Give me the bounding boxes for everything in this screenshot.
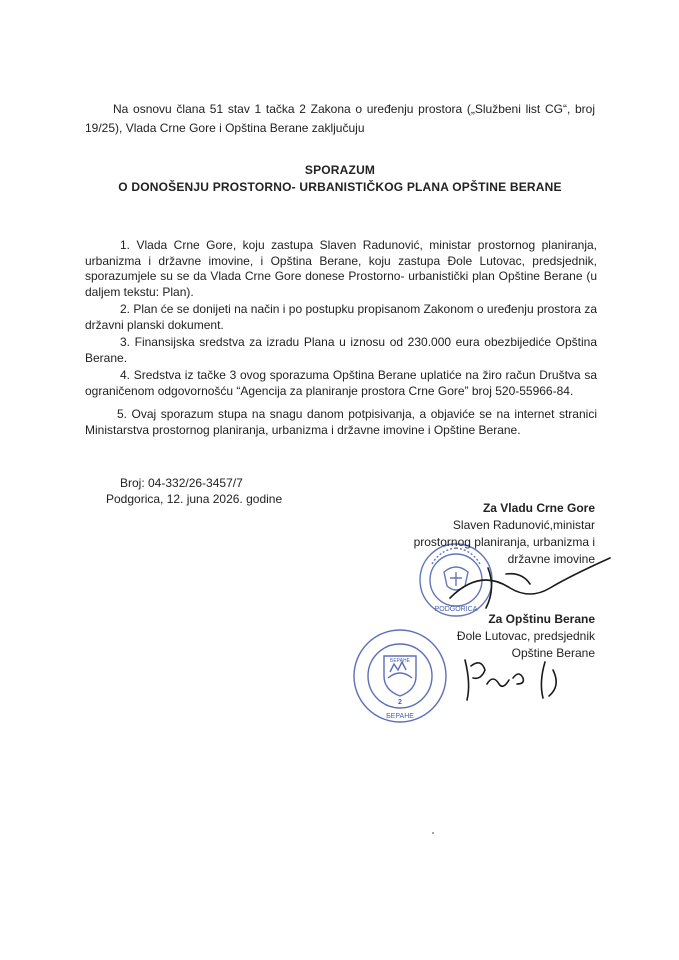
signatory-2-heading: Za Opštinu Berane <box>488 612 595 626</box>
signatory-1-heading: Za Vladu Crne Gore <box>482 501 595 515</box>
municipal-stamp-shield-text: БЕРАНЕ <box>390 658 410 664</box>
signatory-1-title-cont: državne imovine <box>507 552 595 566</box>
signatory-2-title: Opštine Berane <box>511 646 595 660</box>
signatory-1-title: prostornog planiranja, urbanizma i <box>413 535 595 549</box>
agreement-item-4: 4. Sredstva iz tačke 3 ovog sporazuma Opština Berane uplatiće na žiro račun Društva sa ograničenom odgovornošću “Agencija za planiranje prostora Crne Gore” broj 520-55966-84. <box>85 368 597 398</box>
municipal-stamp-bottom-text: БЕРАНЕ <box>386 713 414 720</box>
signature-2 <box>455 648 590 704</box>
place-date: Podgorica, 12. juna 2026. godine <box>106 492 283 506</box>
document-number: Broj: 04-332/26-3457/7 <box>120 476 243 490</box>
signature-1 <box>440 548 620 618</box>
agreement-item-2: 2. Plan će se donijeti na način i po postupku propisanom Zakonom o uređenju prostora za državni planski dokument. <box>85 302 597 332</box>
municipal-stamp-number: 2 <box>398 699 402 706</box>
preamble-text: Na osnovu člana 51 stav 1 tačka 2 Zakona o uređenju prostora („Službeni list CG“, broj 19/25), Vlada Crne Gore i Opština Berane zaključuju <box>85 102 595 135</box>
document-subtitle: O DONOŠENJU PROSTORNO- URBANISTIČKOG PLANA OPŠTINE BERANE <box>118 180 562 194</box>
agreement-item-3: 3. Finansijska sredstva za izradu Plana u iznosu od 230.000 eura obezbijediće Opština Berane. <box>85 335 597 365</box>
signatory-1-name: Slaven Radunović,ministar <box>452 518 595 532</box>
agreement-item-5: 5. Ovaj sporazum stupa na snagu danom potpisivanja, a objaviće se na internet stranici Ministarstva prostornog planiranja, urbanizma i državne imovine i Opštine Berane. <box>85 407 597 437</box>
agreement-item-1: 1. Vlada Crne Gore, koju zastupa Slaven Radunović, ministar prostornog planiranja, urbanizma i državne imovine, i Opština Berane, koju zastupa Đole Lutovac, predsjednik, sporazumjele su se da Vlada Crne Gore donese Prostorno- urbanistički plan Opštine Berane (u daljem tekstu: Plan). <box>85 238 597 299</box>
page-mark <box>432 832 434 834</box>
document-title: SPORAZUM <box>304 163 376 177</box>
agreement-items <box>85 238 597 440</box>
signatory-2-name: Đole Lutovac, predsjednik <box>456 629 595 643</box>
government-stamp-text: PODGORICA <box>434 606 478 613</box>
